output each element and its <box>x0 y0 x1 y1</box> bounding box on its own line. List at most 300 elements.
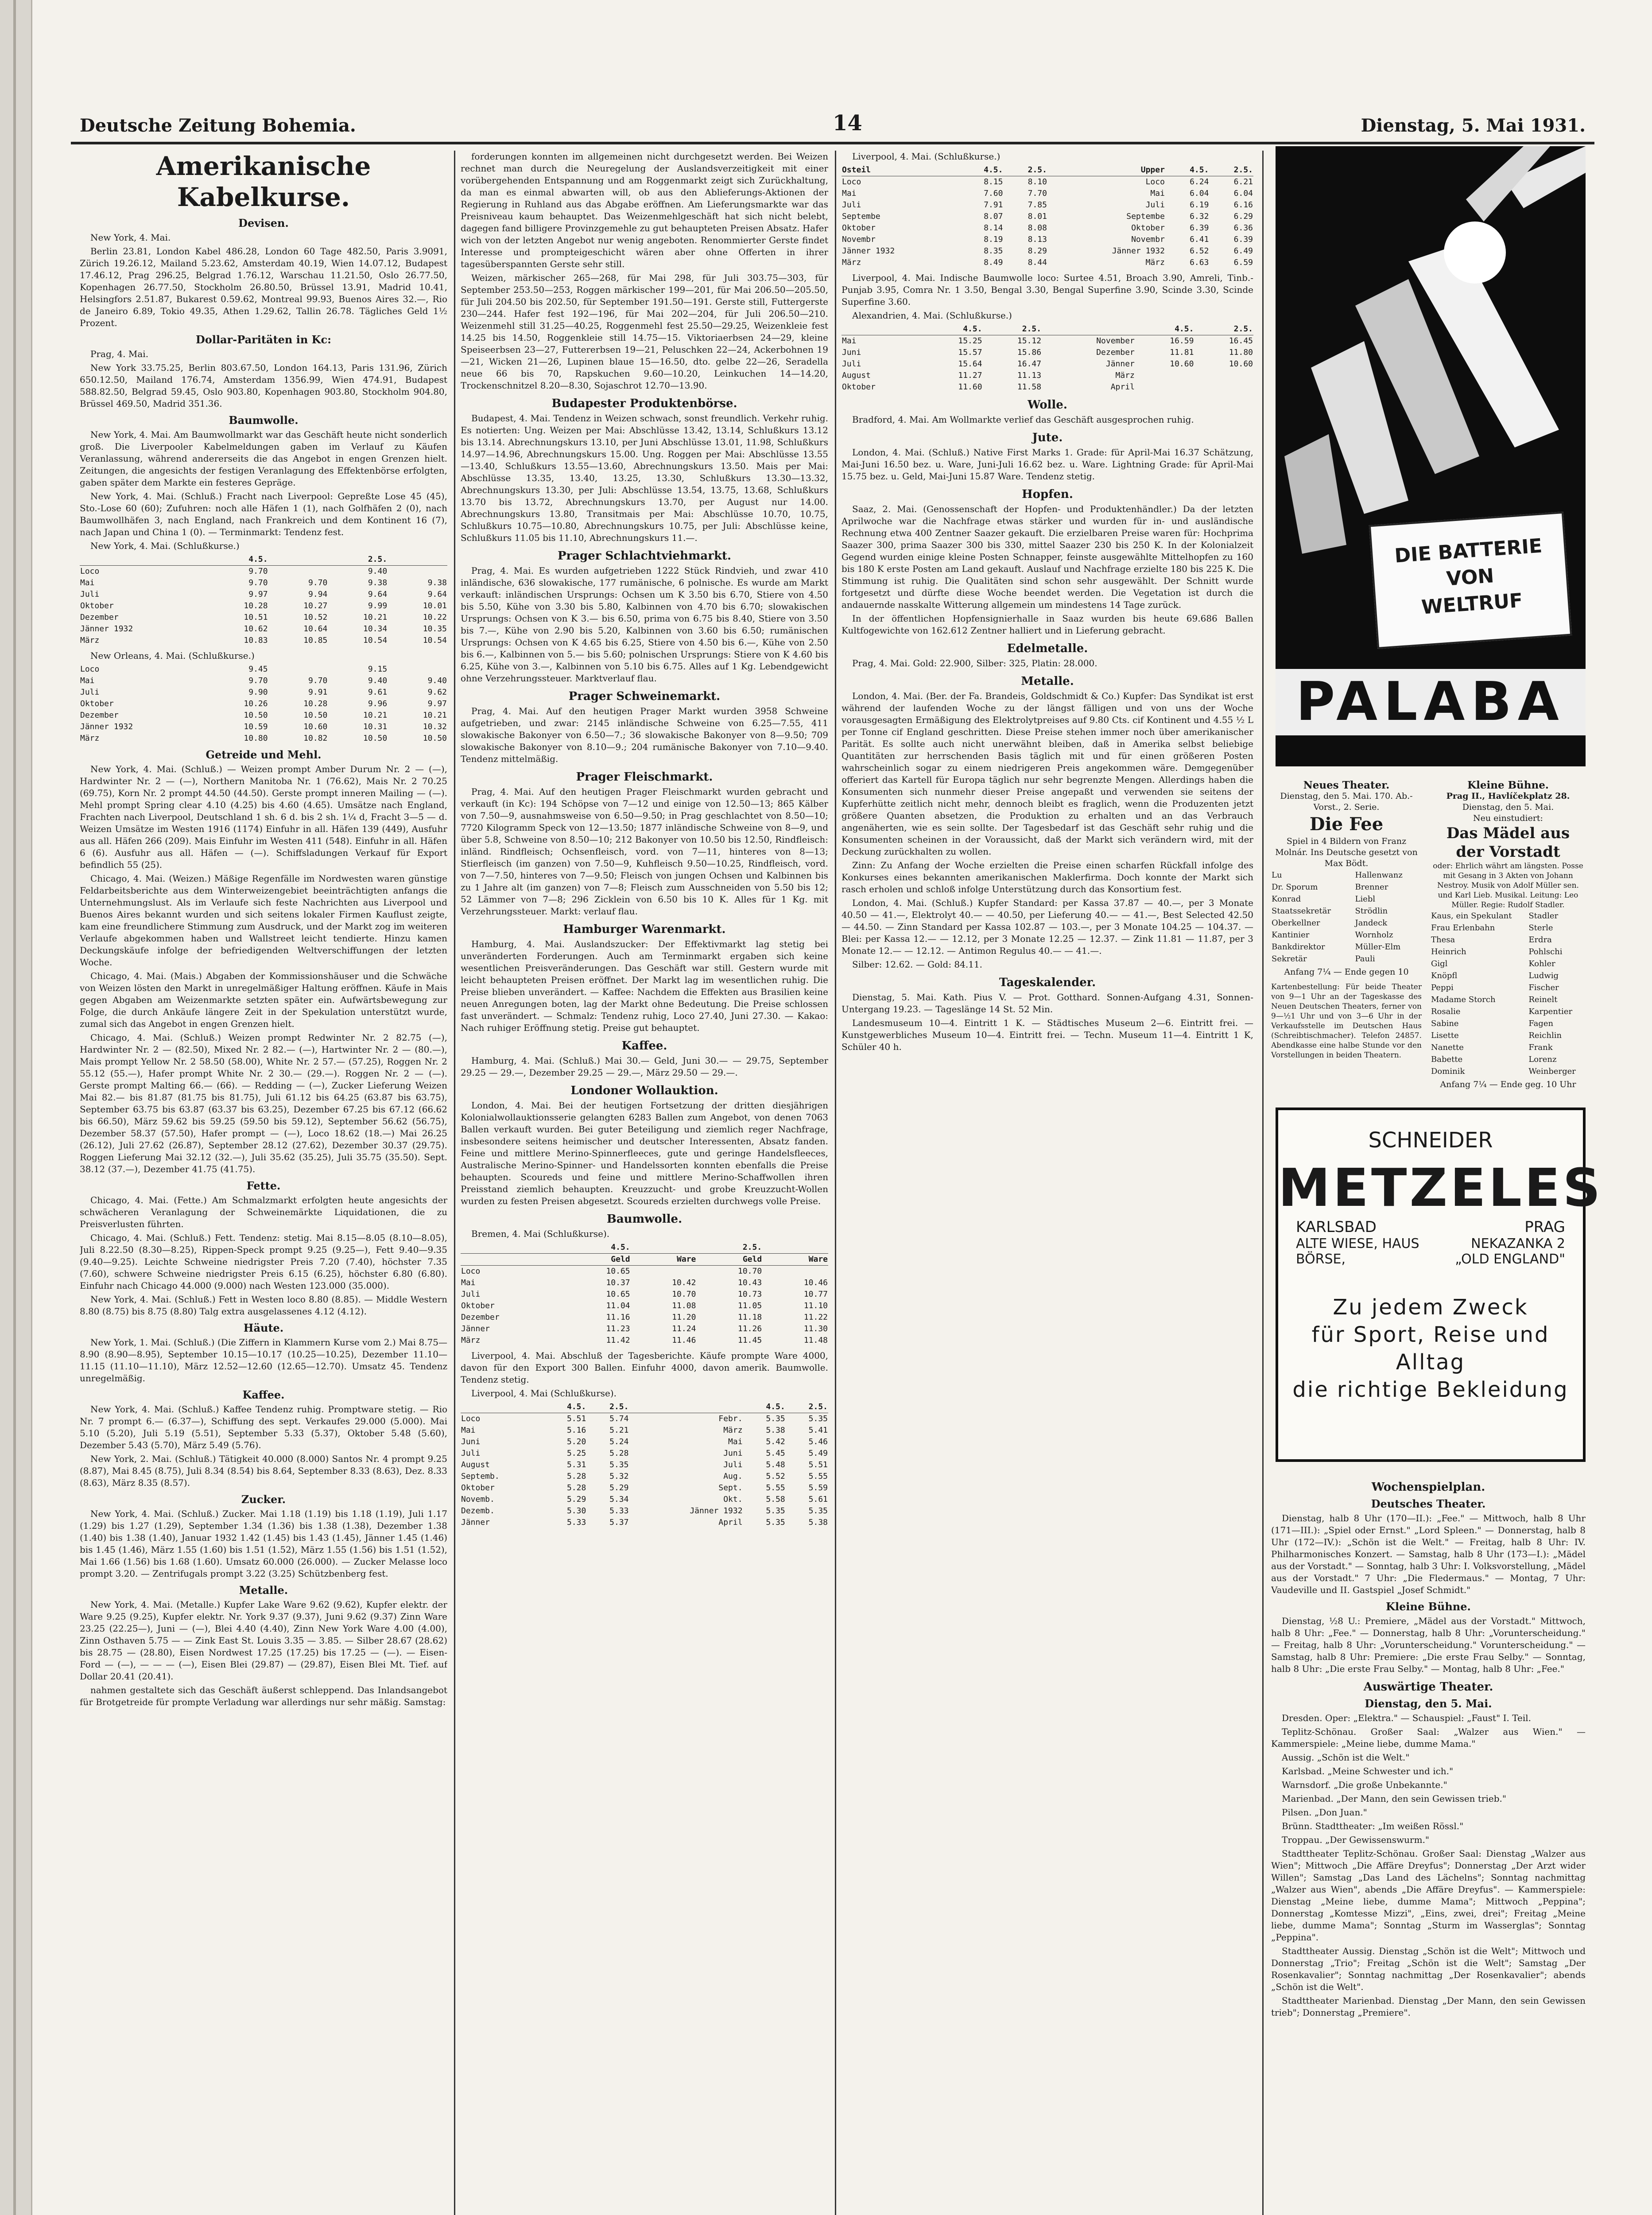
paragraph: New York 33.75.25, Berlin 803.67.50, London 164.13, Paris 131.96, Zürich 650.12.50, Mailand 176.74, Amsterdam 1356.99, Wien 474.91, Budapest 588.82.50, Belgrad 59.45, Oslo 903.80, Kopenhagen 903.80, Stockholm 904.80, Brüssel 469.50, Madrid 351.36. <box>80 362 447 409</box>
play-times: Anfang 7¼ — Ende gegen 10 <box>1284 967 1409 977</box>
table-cell: Karpentier <box>1528 1007 1573 1016</box>
page-header <box>71 111 1594 144</box>
table-row <box>1431 1053 1586 1065</box>
light-ray <box>1284 434 1346 554</box>
table-cell: 10.46 <box>803 1278 828 1287</box>
paragraph: Prag, 4. Mai. Es wurden aufgetrieben 1222 Stück Rindvieh, und zwar 410 inländische, 636 slowakische, 177 rumänische, 6 polnische. Es wurde am Markt verkauft: inländischen Ursprungs: Ochsen um K 3.50 bis 6.70, Stiere von 4.50 bis 5.50, Kühe von 3.30 bis 5.80, Kalbinnen von 4.70 bis 6.70; slowakischen Ursprungs: Ochsen von K 3.— bis 6.50, prima von 6.75 bis 8.40, Stiere von 3.50 bis 7.—, Kühe von 2.90 bis 5.20, Kalbinnen von 3.60 bis 6.50; rumänischen Ursprungs: Ochsen von K 4.65 bis 6.25, Stiere von 4.50 bis 6.—, Kühe von 2.50 bis 6.—, Kalbinnen von 5.— bis 5.60; polnischen Ursprungs: Stiere von K 4.60 bis 6.25, Kühe von 3.—, Kalbinnen von 5.10 bis 6.75. Alles auf 1 Kg. Lebendgewicht ohne Verzehrungssteuer. Marktverlauf flau. <box>461 565 828 684</box>
table-cell: Loco <box>461 1267 481 1276</box>
page-edge <box>0 0 32 2215</box>
table-row <box>1431 922 1586 934</box>
table-cell: März <box>842 258 861 267</box>
bremen-cotton-table <box>461 1242 828 1346</box>
table-row <box>842 176 1253 188</box>
table-row <box>461 1425 828 1436</box>
table-cell: Mai <box>842 336 857 346</box>
table-cell: Okt. <box>723 1495 743 1504</box>
table-row <box>842 234 1253 245</box>
table-cell: März <box>1115 371 1135 380</box>
paragraph: New York, 4. Mai. (Schluß.) — Weizen prompt Amber Durum Nr. 2 — (—), Hardwinter Nr. 2 — (—), Northern Manitoba Nr. 1 (76.62), Mais Nr. 2 70.25 (69.75), Korn Nr. 2 prompt 44.50 (44.50). Gerste prompt inneren Mailing — (—). Mehl prompt Spring clear 4.10 (4.25) bis 4.60 (4.65). Umsätze nach England, Frachten nach Liverpool, Deutschland 1 sh. 6 d. bis 2 sh. 1¼ d, Fracht 3—5 — d. Weizen Umsätze im Westen 1916 (1174) Einfuhr in all. Häfen 139 (449), Ausfuhr aus all. Häfen 266 (209). Mais Einfuhr im Westen 411 (548). Einfuhr in all. Häfen 6 (6). Ausfuhr aus all. Häfen — (—). Schiffsladungen Verkauf für Export befindlich 55 (25). <box>80 764 447 870</box>
paragraph: Bradford, 4. Mai. Am Wollmarkte verlief das Geschäft ausgesprochen ruhig. <box>852 414 1194 425</box>
table-cell: 5.59 <box>808 1483 828 1492</box>
table-cell: 8.14 <box>984 223 1003 233</box>
ad-address: „OLD ENGLAND" <box>1455 1251 1565 1267</box>
table-row <box>461 1413 828 1425</box>
table-cell: Bankdirektor <box>1272 942 1325 952</box>
table-cell: Mai <box>1150 189 1165 198</box>
table-cell: 10.50 <box>363 734 388 743</box>
table-cell: 10.26 <box>244 699 268 708</box>
table-caption: Liverpool, 4. Mai. (Schlußkurse.) <box>852 151 1001 162</box>
column-1 <box>80 151 447 2215</box>
table-cell: 5.51 <box>808 1460 828 1469</box>
table-cell: Loco <box>842 177 861 187</box>
flash-glow <box>1444 222 1506 284</box>
subhead-haeute: Häute. <box>243 1321 284 1334</box>
paragraph: Chicago, 4. Mai. (Schluß.) Fett. Tendenz: stetig. Mai 8.15—8.05 (8.10—8.05), Juli 8.22.50 (8.30—8.25), Rippen-Speck prompt 9.25 (9.25—), Fett 9.40—9.35 (9.40—9.25). Leichte Schweine niedrigster Preis 7.20 (7.40), höchster 7.35 (7.60), schwere Schweine niedrigster Preis 6.15 (6.25), höchster 6.80 (6.80). Einfuhr nach Chicago 44.000 (9.000) nach Westen 123.000 (35.000). <box>80 1232 447 1291</box>
ad-slogan <box>1278 1294 1583 1403</box>
paragraph: nahmen gestaltete sich das Geschäft äußerst schleppend. Das Inlandsangebot für Brotgetreide für prompte Verladung war allerdings nur sehr mäßig. Samstag: <box>80 1685 447 1707</box>
table-cell: 10.54 <box>363 636 388 645</box>
table-header-cell: 2.5. <box>1003 164 1047 176</box>
subhead-metalle: Metalle. <box>1021 675 1074 688</box>
table-cell: 9.64 <box>427 590 447 599</box>
table-cell: 5.34 <box>609 1495 629 1504</box>
paragraph: Prag, 4. Mai. Gold: 22.900, Silber: 325, Platin: 28.000. <box>852 658 1097 668</box>
paragraph: Liverpool, 4. Mai. Abschluß der Tagesberichte. Käufe prompte Ware 4000, davon für den Export 300 Ballen. Einfuhr 4000, davon amerik. Baumwolle. Tendenz stetig. <box>461 1350 828 1385</box>
table-cell: 11.26 <box>737 1324 762 1333</box>
table-cell: Oktober <box>1131 223 1165 233</box>
table-cell: August <box>461 1460 490 1469</box>
table-cell: Oktober <box>461 1483 495 1492</box>
table-cell: März <box>80 734 100 743</box>
table-cell: 15.25 <box>958 336 982 346</box>
table-cell: 10.70 <box>737 1267 762 1276</box>
table-cell: Juli <box>1145 200 1165 210</box>
table-cell: Juli <box>461 1449 481 1458</box>
table-row <box>80 577 447 589</box>
table-cell: 6.36 <box>1233 223 1253 233</box>
table-header-cell: 4.5. <box>1165 164 1210 176</box>
paragraph: Hamburg, 4. Mai. (Schluß.) Mai 30.— Geld, Juni 30.— — 29.75, September 29.25 — 29.—, Dezember 29.25 — 29.—, März 29.50 — 29.—. <box>461 1055 828 1078</box>
table-row <box>842 335 1253 347</box>
palaba-advertisement <box>1276 146 1586 766</box>
paragraph: New York, 4. Mai. Am Baumwollmarkt war das Geschäft heute nicht sonderlich groß. Die Liverpooler Kabelmeldungen gaben im Verlauf zu Käufen Veranlassung, während andererseits die das Angebot in engen Grenzen hielt. Zeitungen, die angesichts der festigen Veranlagung des Effektenbörse erfolgten, gaben später dem Markte ein festeres Gepräge. <box>80 429 447 488</box>
table-cell: 11.16 <box>606 1313 630 1322</box>
table-row <box>842 199 1253 211</box>
table-cell: 10.70 <box>672 1290 696 1299</box>
subhead-baumwolle: Baumwolle. <box>229 414 299 427</box>
table-cell: 5.28 <box>566 1472 586 1481</box>
table-cell: Juli <box>461 1290 481 1299</box>
table-cell: Rosalie <box>1431 1007 1461 1016</box>
table-cell: 16.59 <box>1170 336 1194 346</box>
table-cell: Mai <box>842 189 857 198</box>
table-cell: 8.01 <box>1028 212 1047 221</box>
play-description: oder: Ehrlich währt am längsten. Posse mit Gesang in 3 Akten von Johann Nestroy. Musik von Adolf Müller sen. und Karl Lieb. Musikal. Leitung: Leo Müller. Regie: Rudolf Stadler. <box>1433 862 1583 909</box>
table-cell: 11.05 <box>737 1301 762 1310</box>
table-cell: 9.97 <box>248 590 268 599</box>
table-row <box>80 675 447 687</box>
table-cell: Dr. Sporum <box>1272 882 1318 892</box>
table-cell: Juni <box>723 1449 743 1458</box>
paragraph: New York, 4. Mai. (Metalle.) Kupfer Lake Ware 9.62 (9.62), Kupfer elektr. der Ware 9.25 (9.25), Kupfer elektr. Nr. York 9.37 (9.37), Juni 9.62 (9.37) Zinn Ware 23.25 (22.25—), Juni — (—), Blei 4.40 (4.40), Zinn New York Ware 4.00 (4.00), Zinn Osthaven 5.75 — — Zink East St. Louis 3.35 — 3.85. — Silber 28.67 (28.62) bis 28.75 — (28.80), Eisen Nordwest 17.25 (17.25) bis 17.25 — (—). — Eisen-Ford — (—), — — — (—), Eisen Blei (29.87) — (29.87), Eisen Blei Mt. Tief. auf Dollar 20.41 (20.41). <box>80 1599 447 1682</box>
metzeles-advertisement <box>1276 1108 1603 1462</box>
table-cell: 8.35 <box>984 246 1003 256</box>
table-cell: 9.61 <box>368 688 388 697</box>
cast-table <box>1431 910 1586 1077</box>
play-description: Spiel in 4 Bildern von Franz Molnár. Ins Deutsche gesetzt von Max Bödt. <box>1275 836 1418 868</box>
table-cell: 5.38 <box>766 1426 785 1435</box>
neues-theater-listing <box>1271 780 1422 1060</box>
table-cell: 10.80 <box>244 734 268 743</box>
table-cell: 10.60 <box>303 722 328 731</box>
wochenspielplan <box>1271 1475 1586 2215</box>
table-cell: 11.13 <box>1017 371 1042 380</box>
table-cell: 11.60 <box>958 382 982 392</box>
table-row <box>80 698 447 710</box>
paragraph: London, 4. Mai. (Ber. der Fa. Brandeis, Goldschmidt & Co.) Kupfer: Das Syndikat ist erst während der laufenden Woche zu der längst fälligen und von uns der Woche vorausgesagten Ermäßigung des Elektrolytpreises auf 9.80 Cts. cif Kontinent und 4.55 ½ L per Tonne cif England geschritten. Diese Preise stehen immer noch über amerikanischer Parität. Es sollte auch nicht unerwähnt bleiben, daß in Amerika selbst beliebige Quantitäten zur herrschenden Basis täglich mit und für einen größeren Posten wahrscheinlich sogar zu einem niedrigeren Preis angekommen wäre. Demgegenüber offeriert das Kartell für Europa täglich nur sehr begrenzte Mengen. Allerdings haben die Konsumenten sich nunmehr dieser Preise angepaßt und verwenden sie seitens der Kupferhütte zeitlich nicht mehr, dennoch bleibt es fraglich, wenn die Produzenten jetzt größere Quanten absetzen, die Produktion zu erhalten und an das Verbrauch angenäherten, wie es sein sollte. Der Tagesbedarf ist das Geschäft sehr ruhig und die Konsumenten scheinen in der Voraussicht, daß der Markt sich verändern wird, mit der Deckung zurückhalten zu wollen. <box>842 691 1253 857</box>
table-cell: 5.51 <box>566 1414 586 1423</box>
table-cell: 8.19 <box>984 235 1003 244</box>
table-cell: 11.27 <box>958 371 982 380</box>
table-cell: 16.45 <box>1229 336 1253 346</box>
paragraph: Warnsdorf. „Die große Unbekannte." <box>1282 1780 1447 1790</box>
ticket-note: Kartenbestellung: Für beide Theater von 9—1 Uhr an der Tageskasse des Neuen Deutschen Theaters, ferner von 9—½1 Uhr und von 3—6 Uhr in der Verkaufsstelle im Deutschen Haus (Schreibtischmacher). Telefon 24857. Abendkasse eine halbe Stunde vor den Vorstellungen in beiden Theatern. <box>1271 983 1422 1060</box>
table-cell: 9.91 <box>308 688 328 697</box>
table-cell: Juli <box>842 359 861 369</box>
kleine-buehne-listing <box>1431 780 1586 1090</box>
table-cell: Liebl <box>1355 894 1376 904</box>
paragraph: Liverpool, 4. Mai. Indische Baumwolle loco: Surtee 4.51, Broach 3.90, Amreli, Tinb.-Punjab 3.95, Comra Nr. 1 3.50, Bengal 3.30, Bengal Superfine 3.90, Scinde 3.30, Scinde Superfine 3.60. <box>842 272 1253 307</box>
table-cell: 7.60 <box>984 189 1003 198</box>
table-cell: 5.38 <box>808 1518 828 1527</box>
ad-city: KARLSBAD <box>1296 1218 1377 1236</box>
subhead-hopfen: Hopfen. <box>1022 488 1073 501</box>
table-cell: 10.82 <box>303 734 328 743</box>
table-cell: 10.27 <box>303 601 328 610</box>
ad-address-row <box>1278 1236 1583 1251</box>
table-cell: 5.16 <box>566 1426 586 1435</box>
table-cell: Pauli <box>1355 954 1375 964</box>
table-cell: 10.65 <box>606 1290 630 1299</box>
table-cell: 9.96 <box>368 699 388 708</box>
table-cell: 10.43 <box>737 1278 762 1287</box>
subhead-wollauktion: Londoner Wollauktion. <box>570 1084 718 1097</box>
subhead-budapest: Budapester Produktenbörse. <box>551 397 737 410</box>
subhead-baumwolle: Baumwolle. <box>606 1212 683 1226</box>
table-row <box>80 612 447 623</box>
ad-city: PRAG <box>1524 1218 1565 1236</box>
table-cell: 11.45 <box>737 1336 762 1345</box>
paragraph: Prag, 4. Mai. Auf den heutigen Prager Markt wurden 3958 Schweine aufgetrieben, und zwar: 2145 inländische Schweine von 6.25—7.55, 411 slowakische Bakonyer von 6.50—7.; 36 slowakische Bakonyer von 8—9.50; 709 slowakische Bakonyer von 8.10—9.; 204 rumänische Bakonyer von 7.10—9.40. Tendenz mittelmäßig. <box>461 706 828 764</box>
table-cell: Jänner 1932 <box>80 722 133 731</box>
column-rule <box>1262 151 1264 2215</box>
table-cell: 9.40 <box>368 676 388 685</box>
table-cell: 9.15 <box>368 664 388 674</box>
table-row <box>1271 893 1422 905</box>
table-cell: 5.35 <box>766 1518 785 1527</box>
table-caption: Alexandrien, 4. Mai. (Schlußkurse.) <box>852 310 1012 321</box>
table-header-cell: 4.5. <box>743 1401 786 1413</box>
battery-line: DIE BATTERIE <box>1394 534 1543 567</box>
table-cell: Reinelt <box>1528 995 1558 1004</box>
table-cell: Staatssekretär <box>1272 906 1331 916</box>
table-header-cell: 4.5. <box>1135 323 1194 335</box>
table-cell <box>388 664 447 675</box>
table-cell: 10.54 <box>423 636 447 645</box>
paragraph: Dienstag, ½8 U.: Premiere, „Mädel aus der Vorstadt." Mittwoch, halb 8 Uhr: „Fee." — Donnerstag, halb 8 Uhr: „Vorunterscheidung." — Freitag, halb 8 Uhr: „Vorunterscheidung." Vorunterscheidung." — Samstag, halb 8 Uhr: Premiere: „Die erste Frau Selby." — Sonntag, halb 8 Uhr: „Die erste Frau Selby." — Montag, halb 8 Uhr: „Fee." <box>1271 1616 1586 1674</box>
subhead-dollar: Dollar-Paritäten in Kc: <box>196 333 331 346</box>
table-cell: 10.32 <box>423 722 447 731</box>
table-cell: 5.74 <box>609 1414 629 1423</box>
table-cell: Erdra <box>1528 935 1552 944</box>
table-cell <box>1135 381 1194 393</box>
table-row <box>1431 1006 1586 1018</box>
table-cell: 6.29 <box>1233 212 1253 221</box>
table-cell <box>762 1266 828 1278</box>
table-cell: Lorenz <box>1528 1055 1557 1064</box>
table-cell: 5.45 <box>766 1449 785 1458</box>
table-header-cell: Osteil <box>842 164 959 176</box>
table-cell: Jänner <box>1105 359 1135 369</box>
table-cell: 6.52 <box>1190 246 1209 256</box>
table-cell: 8.29 <box>1028 246 1047 256</box>
table-header-cell: 2.5. <box>696 1242 762 1254</box>
paragraph: New York, 4. Mai. (Schluß.) Fracht nach Liverpool: Gepreßte Lose 45 (45), Sto.-Lose 60 (60); Zufuhren: noch alle Häfen 1 (1), nach Golfhäfen 2 (0), nach Baumwollhäfen 3, nach England, nach Frankreich und dem Kontinent 16 (7), nach Japan und China 1 (0). — Terminmarkt: Tendenz fest. <box>80 491 447 537</box>
subhead: Kleine Bühne. <box>1386 1600 1471 1613</box>
table-cell <box>1194 370 1253 381</box>
table-cell: Wornholz <box>1355 930 1393 940</box>
table-cell: 10.73 <box>737 1290 762 1299</box>
table-cell: 5.28 <box>566 1483 586 1492</box>
table-cell: Sterle <box>1528 923 1553 933</box>
table-header-cell <box>631 1242 697 1254</box>
table-cell: Hallenwanz <box>1355 870 1403 880</box>
table-row <box>461 1289 828 1300</box>
theater-title: Kleine Bühne. <box>1467 779 1549 791</box>
header-page-number: 14 <box>833 111 862 136</box>
table-row <box>80 710 447 721</box>
table-cell: Jänner 1932 <box>80 624 133 633</box>
table-cell: Kantinier <box>1272 930 1310 940</box>
table-row <box>461 1312 828 1323</box>
table-row <box>842 211 1253 222</box>
ad-address-row <box>1278 1251 1583 1267</box>
table-row <box>461 1471 828 1482</box>
table-cell: 5.31 <box>566 1460 586 1469</box>
paragraph: New York, 1. Mai. (Schluß.) (Die Ziffern in Klammern Kurse vom 2.) Mai 8.75—8.90 (8.90—8.95), September 10.15—10.17 (10.25—10.25), Dezember 11.10—11.15 (11.10—11.10), März 12.52—12.60 (12.65—12.70). Umsatz 45. Tendenz unregelmäßig. <box>80 1337 447 1383</box>
table-cell: Mai <box>728 1437 743 1446</box>
table-row <box>80 566 447 578</box>
table-cell: Kohler <box>1528 959 1555 968</box>
table-header-cell <box>80 554 209 566</box>
table-cell: Brenner <box>1355 882 1388 892</box>
table-cell: 10.85 <box>303 636 328 645</box>
paragraph: Budapest, 4. Mai. Tendenz in Weizen schwach, sonst freundlich. Verkehr ruhig. Es notierten: Ung. Weizen per Mai: Abschlüsse 13.42, 13.14, Schlußkurs 13.12 bis 13.14. Abrechnungskurs 13.10, per Juni Abschlüsse 13.01, 11.98, Schlußkurs 14.97—14.96, Abrechnungskurs 15.00. Ung. Roggen per Mai: Abschlüsse 13.55—13.40, Schlußkurs 13.55—13.60, Abrechnungskurs 13.50. Mais per Mai: Abschlüsse 13.35, 13.40, 13.25, 13.30, Schlußkurs 13.30—13.32, Abrechnungskurs 13.30, per Juli: Abschlüsse 13.54, 13.75, 13.68, Schlußkurs 13.70 bis 13.72, Abrechnungskurs 13.70, per August nur 14.00. Abrechnungskurs 13.80, Transitmais per Mai: Abschlüsse 10.70, 10.75, Schlußkurs 10.75—10.80, Abrechnungskurs 10.75, per Juli: Abschlüsse keine, Schlußkurs 11.05 bis 11.10, Abrechnungskurs 11.—. <box>461 413 828 543</box>
paragraph: Pilsen. „Don Juan." <box>1282 1807 1367 1818</box>
table-cell: 6.04 <box>1190 189 1209 198</box>
table-cell: Juli <box>723 1460 743 1469</box>
table-cell: Gigl <box>1431 959 1448 968</box>
table-cell: Juli <box>842 200 861 210</box>
table-cell <box>388 566 447 578</box>
header-paper-name: Deutsche Zeitung Bohemia. <box>80 115 356 136</box>
table-cell: 10.35 <box>423 624 447 633</box>
paragraph: New York, 4. Mai. (Schluß.) Fett in Westen loco 8.80 (8.85). — Middle Western 8.80 (8.75) bis 8.75 (8.80) Talg extra ausgelassenes 4.12 (4.12). <box>80 1294 447 1317</box>
table-cell: 5.42 <box>766 1437 785 1446</box>
table-row <box>1431 1041 1586 1053</box>
table-cell: 5.48 <box>766 1460 785 1469</box>
table-header-cell: Geld <box>696 1254 762 1266</box>
table-cell: 10.50 <box>244 711 268 720</box>
subhead-schweine: Prager Schweinemarkt. <box>568 690 721 703</box>
table-cell <box>268 664 328 675</box>
table-cell: 9.38 <box>427 578 447 587</box>
table-cell: 10.51 <box>244 613 268 622</box>
table-row <box>1271 869 1422 881</box>
paragraph: Stadttheater Marienbad. Dienstag „Der Mann, den sein Gewissen trieb"; Donnerstag „Premiere". <box>1271 1995 1586 2018</box>
battery-label <box>1369 512 1572 649</box>
table-caption: Liverpool, 4. Mai (Schlußkurse). <box>471 1388 617 1399</box>
table-cell: Septembe <box>1126 212 1165 221</box>
table-cell: 10.62 <box>244 624 268 633</box>
table-header-cell: 2.5. <box>1194 323 1253 335</box>
paragraph: Chicago, 4. Mai. (Weizen.) Mäßige Regenfälle im Nordwesten waren günstige Feldarbeitsberichte aus dem Winterweizengebiet beeinträchtigten anfangs die Unternehmungslust. Als im Verlaufe sich feste Nachrichten aus Liverpool und Buenos Aires bekannt wurden und sich seitens lokaler Firmen Kauflust zeigte, kam eine freundlichere Stimmung zum Ausdruck, und der Markt zog im weiteren Verlaufe abgekommen haben und Wallstreet leicht tendierte. Hinzu kamen Deckungskäufe infolge der befriedigenden Weltverschiffungen der letzten Woche. <box>80 873 447 968</box>
table-row <box>461 1448 828 1459</box>
table-cell: 5.35 <box>808 1506 828 1516</box>
table-cell: 9.94 <box>308 590 328 599</box>
table-row <box>1431 934 1586 946</box>
ad-cities <box>1278 1218 1583 1236</box>
paragraph: Chicago, 4. Mai. (Mais.) Abgaben der Kommissionshäuser und die Schwäche von Weizen lösten den Markt in unregelmäßiger Haltung eröffnen. Käufe in Mais gegen Abgaben am Weizenmarkte setzten später ein. Aufwärtsbewegung zur Folge, die durch Ankäufe längere Zeit in der Spekulation unterstützt wurde, zumal sich das Angebot in engen Grenzen hielt. <box>80 971 447 1029</box>
table-caption: New Orleans, 4. Mai. (Schlußkurse.) <box>90 650 255 661</box>
table-cell: Konrad <box>1272 894 1301 904</box>
newyork-cotton-table <box>80 554 447 646</box>
table-cell: 9.38 <box>368 578 388 587</box>
cast-table <box>1271 869 1422 965</box>
table-cell: Madame Storch <box>1431 995 1496 1004</box>
table-cell: 10.31 <box>363 722 388 731</box>
table-header-cell <box>268 554 328 566</box>
table-cell <box>631 1266 697 1278</box>
table-cell: Kaus, ein Spekulant <box>1431 911 1512 921</box>
table-cell: 7.70 <box>1028 189 1047 198</box>
table-cell: Oktober <box>461 1301 495 1310</box>
table-cell: 10.21 <box>363 711 388 720</box>
section-title: Wochenspielplan. <box>1371 1481 1485 1494</box>
paragraph: Troppau. „Der Gewissenswurm." <box>1282 1834 1430 1845</box>
paragraph: New York, 4. Mai. (Schluß.) Zucker. Mai 1.18 (1.19) bis 1.18 (1.19), Juli 1.17 (1.29) bis 1.27 (1.29), September 1.34 (1.36) bis 1.38 (1.38), Dezember 1.38 (1.40) bis 1.38 (1.40), Januar 1932 1.42 (1.45) bis 1.43 (1.45), Jänner 1.45 (1.46) bis 1.45 (1.46), März 1.55 (1.60) bis 1.51 (1.52), März 1.55 (1.56) bis 1.51 (1.52), Mai 1.66 (1.56) bis 1.68 (1.60). Umsatz 60.000 (26.000). — Zucker Melasse loco prompt 3.20. — Zentrifugals prompt 3.22 (3.25) Schützbenberg fest. <box>80 1508 447 1579</box>
table-cell: 11.81 <box>1170 348 1194 357</box>
paragraph: Silber: 12.62. — Gold: 84.11. <box>852 959 983 970</box>
table-cell <box>268 566 328 578</box>
table-header-cell <box>461 1401 544 1413</box>
table-cell: 5.61 <box>808 1495 828 1504</box>
table-cell: Jänner 1932 <box>690 1506 743 1516</box>
table-cell: 5.55 <box>808 1472 828 1481</box>
table-cell: 5.29 <box>609 1483 629 1492</box>
ad-brand: METZELES <box>1278 1157 1603 1218</box>
paragraph: London, 4. Mai. (Schluß.) Native First Marks 1. Grade: für April-Mai 16.37 Schätzung, Mai-Juni 16.50 bez. u. Ware, Juni-Juli 16.62 bez. u. Ware. Lightning Grade: für April-Mai 15.75 bez. u. Geld, Mai-Juni 15.87 Ware. Tendenz stetig. <box>842 447 1253 482</box>
table-row <box>80 687 447 698</box>
newspaper-page <box>71 0 1603 2215</box>
table-cell: 5.33 <box>566 1518 586 1527</box>
table-cell: August <box>842 371 871 380</box>
table-cell: 11.24 <box>672 1324 696 1333</box>
table-cell <box>1194 381 1253 393</box>
table-cell: Febr. <box>718 1414 743 1423</box>
table-row <box>461 1300 828 1312</box>
subhead: Dienstag, den 5. Mai. <box>1365 1697 1492 1710</box>
table-cell: Dezember <box>80 711 119 720</box>
table-header-cell: 4.5. <box>959 164 1004 176</box>
table-cell: 6.04 <box>1233 189 1253 198</box>
table-header-cell: 2.5. <box>1209 164 1253 176</box>
table-cell: Jänner 1932 <box>842 246 895 256</box>
table-cell: 5.41 <box>808 1426 828 1435</box>
paragraph: Stadttheater Aussig. Dienstag „Schön ist die Welt"; Mittwoch und Donnerstag „Trio"; Freitag „Schön ist die Welt"; Samstag „Der Rosenkavalier"; Sonntag nachmittag „Der Rosenkavalier"; abends „Schön ist die Welt". <box>1271 1946 1586 1992</box>
table-cell: 5.46 <box>808 1437 828 1446</box>
table-cell: Lisette <box>1431 1031 1459 1040</box>
play-title: Das Mädel aus der Vorstadt <box>1446 824 1570 861</box>
table-row <box>842 358 1253 370</box>
table-cell: 16.47 <box>1017 359 1042 369</box>
paragraph: Landesmuseum 10—4. Eintritt 1 K. — Städtisches Museum 2—6. Eintritt frei. — Kunstgewerbliches Museum 10—4. Eintritt frei. — Techn. Museum 11—4. Eintritt 1 K, Schüler 40 h. <box>842 1018 1253 1052</box>
table-cell: April <box>1110 382 1135 392</box>
table-cell: 10.37 <box>606 1278 630 1287</box>
table-row <box>842 370 1253 381</box>
table-row <box>1431 970 1586 982</box>
table-cell: Jänner 1932 <box>1112 246 1165 256</box>
theater-subtitle: Dienstag, den 5. Mai. 170. Ab.-Vorst., 2. Serie. <box>1280 791 1413 812</box>
table-cell: 8.49 <box>984 258 1003 267</box>
table-cell: 15.12 <box>1017 336 1042 346</box>
table-cell: 6.59 <box>1233 258 1253 267</box>
table-row <box>1271 905 1422 917</box>
battery-line: VON <box>1446 564 1495 591</box>
table-cell: 6.63 <box>1190 258 1209 267</box>
paragraph: Chicago, 4. Mai. (Fette.) Am Schmalzmarkt erfolgten heute angesichts der schwächeren Veranlagung der Schweinemärkte Liquidationen, die zu Preisverlusten führten. <box>80 1195 447 1229</box>
table-row <box>1431 958 1586 970</box>
table-row <box>461 1335 828 1346</box>
table-cell: 9.64 <box>368 590 388 599</box>
table-cell: Lu <box>1272 870 1282 880</box>
paragraph: New York, 2. Mai. (Schluß.) Tätigkeit 40.000 (8.000) Santos Nr. 4 prompt 9.25 (8.87), Mai 8.45 (8.75), Juli 8.34 (8.54) bis 8.64, September 8.33 (8.63), Dez. 8.33 (8.63), März 8.35 (8.57). <box>80 1453 447 1488</box>
table-row <box>80 623 447 635</box>
table-cell: 7.85 <box>1028 200 1047 210</box>
table-cell: 11.30 <box>803 1324 828 1333</box>
table-cell: 10.42 <box>672 1278 696 1287</box>
paragraph: Prag, 4. Mai. Auf den heutigen Prager Fleischmarkt wurden gebracht und verkauft (in Kc): 194 Schöpse von 7—12 und einige von 12.50—13; 865 Kälber von 7.50—9, ausnahmsweise von 6.50—9.50; in Prag geschlachtet von 8.50—10; 7720 Kilogramm Speck von 12—13.50; 1877 inländische Schweine von 8—9, und über 5.8, Schweine von 8.50—10; 212 Bakonyer von 10.50 bis 12.50, Rindfleisch: inländ. Rindfleisch; Ochsenfleisch, vord. von 7—11, hinteres von 8—13; Stierfleisch (im ganzen) von 7.50—9, Kuhfleisch 9.50—10.25, Rindfleisch, vord. von 7—7.50, hinteres von 7—9.50; Fleisch von jungen Ochsen und Kalbinnen bis zu 1 Jahre alt (im ganzen) von 7—8; Fleisch zum Ausschneiden von 5.50 bis 12; 52 Lämmer von 7—8; 296 Zicklein von 6.50 bis 10 K. Alles für 1 Kg. mit Verzehrungssteuer. Markt: verlauf flau. <box>461 786 828 917</box>
table-cell: 8.44 <box>1028 258 1047 267</box>
table-cell: Septembe <box>842 212 880 221</box>
table-row <box>842 222 1253 234</box>
table-cell: Fischer <box>1528 983 1559 992</box>
ad-slogan-line: für Sport, Reise und Alltag <box>1311 1322 1550 1375</box>
table-cell: Nanette <box>1431 1043 1464 1052</box>
table-cell: 10.64 <box>303 624 328 633</box>
table-row <box>1271 941 1422 953</box>
paragraph: Saaz, 2. Mai. (Genossenschaft der Hopfen- und Produktenhändler.) Da der letzten Aprilwoche war die Nachfrage etwas stärker und wurden für in- und ausländische Rechnung etwa 400 Zentner Saazer gekauft. Die erzielbaren Preise waren für: Hochprima Saazer 300, prima Saazer 300 bis 330, mittel Saazer 230 bis 250 K. In der Kolonialzeit Gegend wurden einige kleine Posten Schnapper, feinste ausgewählte Mittelhopfen zu 160 bis 180 K erste Posten am Land gekauft. Auslauf und Nachfrage erzielte 180 bis 225 K. Die Stimmung ist ruhig. Die Qualitäten sind schon sehr ausgewählt. Der Schnitt wurde fortgesetzt und dürfte diese Woche beendet werden. Die Vegetation ist durch die andauernde nasskalte Witterung allgemein um mindestens 14 Tage zurück. <box>842 504 1253 610</box>
table-cell: Knöpfl <box>1431 971 1458 980</box>
table-cell: 8.10 <box>1028 177 1047 187</box>
table-cell: Loco <box>1145 177 1165 187</box>
table-row <box>80 664 447 675</box>
table-cell: 11.58 <box>1017 382 1042 392</box>
play-times: Anfang 7¼ — Ende geg. 10 Uhr <box>1440 1080 1576 1089</box>
table-cell: Frank <box>1528 1043 1553 1052</box>
paragraph: London, 4. Mai. Bei der heutigen Fortsetzung der dritten diesjährigen Kolonialwollauktionsserie gelangten 6283 Ballen zum Angebot, von denen 7063 Ballen verkauft wurden. Bei guter Beteiligung und ziemlich reger Nachfrage, insbesondere seitens heimischer und deutscher Interessenten, Absatz fanden. Feine und mittlere Merino-Spinnerfleeces, gute und geringe Handelsfleeces, Australische Merino-Spinner- und Handelssorten konnten ebenfalls die Preise behaupten. Scoureds und feine und mittlere Merino-Schaffwollen ihren Preisstand ziemlich behaupten. Kreuzzucht- und grobe Kreuzzucht-Wollen wurden zu festen Preisen abgesetzt. Scoureds erzielten durchwegs volle Preise. <box>461 1100 828 1206</box>
